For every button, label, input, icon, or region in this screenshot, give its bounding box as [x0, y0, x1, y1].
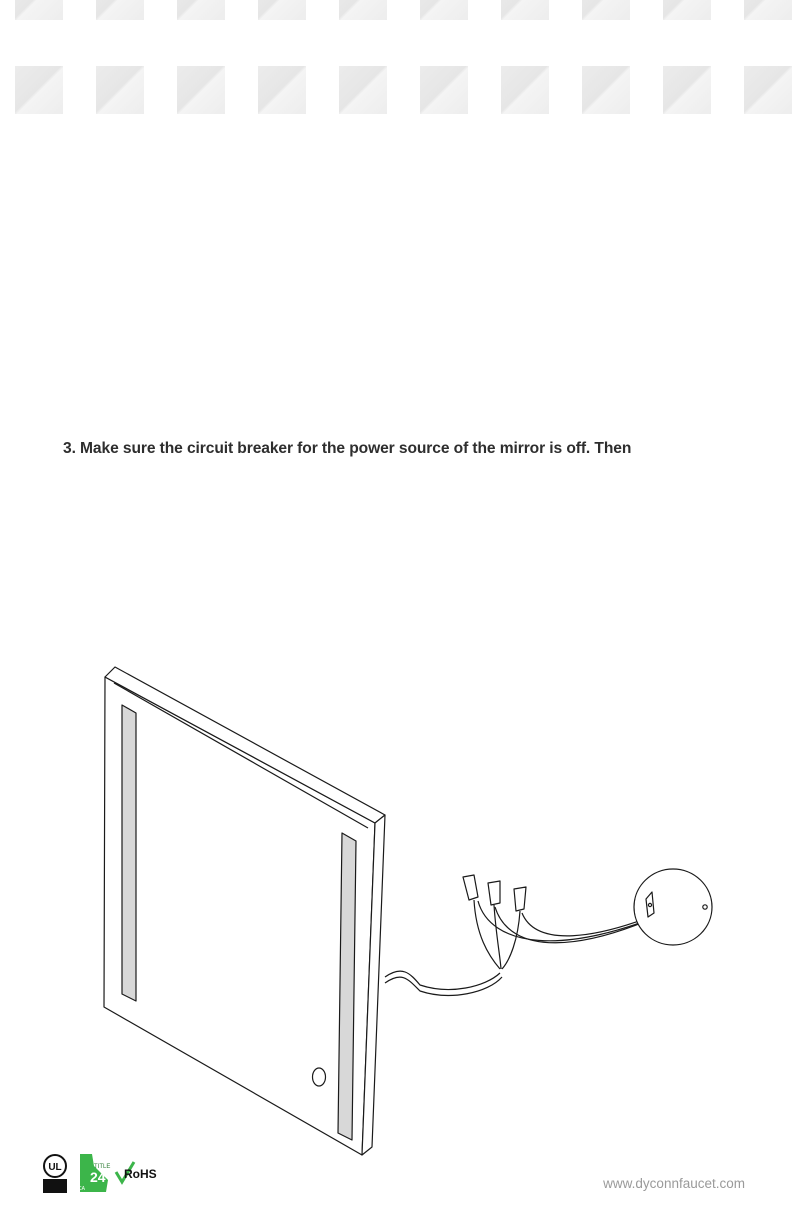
led-strip-left: [122, 705, 136, 1001]
decorative-tile-row-top: [0, 0, 793, 22]
decorative-tile: [744, 66, 792, 114]
decorative-tile: [339, 66, 387, 114]
title-24-compliance-logo: [76, 1152, 116, 1194]
svg-text:CA: CA: [78, 1186, 85, 1192]
decorative-tile-row: [0, 66, 793, 116]
decorative-tile: [501, 0, 549, 20]
svg-text:RoHS: RoHS: [124, 1167, 157, 1181]
step-3-instruction: 3. Make sure the circuit breaker for the power source of the mirror is off. Then: [63, 440, 632, 457]
wire-3: [502, 911, 520, 969]
power-cable: [385, 971, 500, 989]
decorative-tile: [420, 66, 468, 114]
svg-text:UL: UL: [48, 1162, 62, 1173]
decorative-tile: [339, 0, 387, 20]
decorative-tile: [420, 0, 468, 20]
decorative-tile: [258, 66, 306, 114]
decorative-tile: [501, 66, 549, 114]
decorative-tile: [15, 0, 63, 20]
decorative-tile: [663, 0, 711, 20]
svg-text:TITLE: TITLE: [94, 1164, 111, 1170]
svg-text:24: 24: [90, 1169, 106, 1185]
junction-box: [634, 869, 712, 945]
decorative-tile: [96, 0, 144, 20]
decorative-tile: [582, 66, 630, 114]
decorative-tile: [96, 66, 144, 114]
company-website-url[interactable]: www.dyconnfaucet.com: [603, 1176, 745, 1191]
decorative-tile: [582, 0, 630, 20]
decorative-tile: [744, 0, 792, 20]
decorative-tile: [258, 0, 306, 20]
mirror-wiring-illustration: [90, 655, 730, 1175]
decorative-tile: [177, 0, 225, 20]
decorative-tile: [15, 66, 63, 114]
ul-certification-logo: [43, 1153, 67, 1193]
decorative-tile: [663, 66, 711, 114]
decorative-tile: [177, 66, 225, 114]
rohs-compliance-logo: [114, 1158, 164, 1188]
